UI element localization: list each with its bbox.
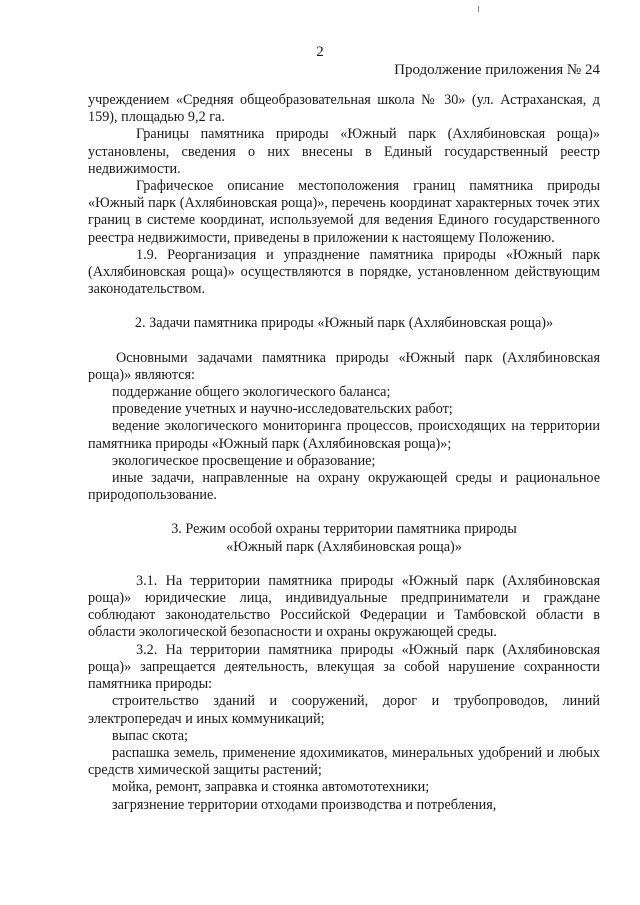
paragraph-graphic-description: Графическое описание местоположения границ памятника природы «Южный парк (Ахлябиновская роща)», перечень координат характерных точек этих границ в системе координат, используемой для ведения Единого государственного реестра недвижимости, приведены в приложении к настоящему Положению.: [88, 178, 600, 246]
task-item: ведение экологического мониторинга процессов, происходящих на территории памятника природы «Южный парк (Ахлябиновская роща)»;: [88, 418, 600, 452]
task-item: проведение учетных и научно-исследовательских работ;: [112, 401, 453, 418]
prohibition-item: мойка, ремонт, заправка и стоянка автомототехники;: [112, 779, 430, 796]
prohibition-item: строительство зданий и сооружений, дорог и трубопроводов, линий электропередач и иных коммуникаций;: [88, 693, 600, 727]
scan-mark: [478, 6, 479, 12]
document-body: [88, 92, 600, 814]
appendix-label: Продолжение приложения № 24: [394, 62, 600, 78]
prohibition-item: выпас скота;: [112, 727, 188, 744]
paragraph-boundaries: Границы памятника природы «Южный парк (Ахлябиновская роща)» установлены, сведения о них внесены в Единый государственный реестр недвижимости.: [88, 126, 600, 177]
task-item: поддержание общего экологического баланса;: [112, 384, 391, 401]
section-2-intro: Основными задачами памятника природы «Южный парк (Ахлябиновская роща)» являются:: [88, 349, 600, 383]
task-item: иные задачи, направленные на охрану окружающей среды и рациональное природопользование.: [88, 470, 600, 504]
paragraph-school: учреждением «Средняя общеобразовательная школа № 30» (ул. Астраханская, д 159), площадью 9,2 га.: [88, 92, 600, 126]
prohibition-item: распашка земель, применение ядохимикатов, минеральных удобрений и любых средств химической защиты растений;: [88, 744, 600, 779]
section-2-heading: 2. Задачи памятника природы «Южный парк (Ахлябиновская роща)»: [134, 315, 554, 332]
section-3-heading-line2: «Южный парк (Ахлябиновская роща)»: [226, 538, 462, 555]
paragraph-reorganization: 1.9. Реорганизация и упразднение памятника природы «Южный парк (Ахлябиновская роща)» осуществляются в порядке, установленном действующим законодательством.: [88, 246, 600, 298]
section-3-heading-line1: 3. Режим особой охраны территории памятника природы: [171, 521, 517, 538]
prohibition-item: загрязнение территории отходами производства и потребления,: [112, 796, 497, 813]
task-item: экологическое просвещение и образование;: [112, 452, 376, 469]
page-number: 2: [316, 44, 324, 60]
paragraph-3-2: 3.2. На территории памятника природы «Южный парк (Ахлябиновская роща)» запрещается деятельность, влекущая за собой нарушение сохранности памятника природы:: [88, 641, 600, 693]
paragraph-3-1: 3.1. На территории памятника природы «Южный парк (Ахлябиновская роща)» юридические лица, индивидуальные предприниматели и граждане соблюдают законодательство Российской Федерации и Тамбовской области в области экологической безопасности и охраны окружающей среды.: [88, 572, 600, 641]
